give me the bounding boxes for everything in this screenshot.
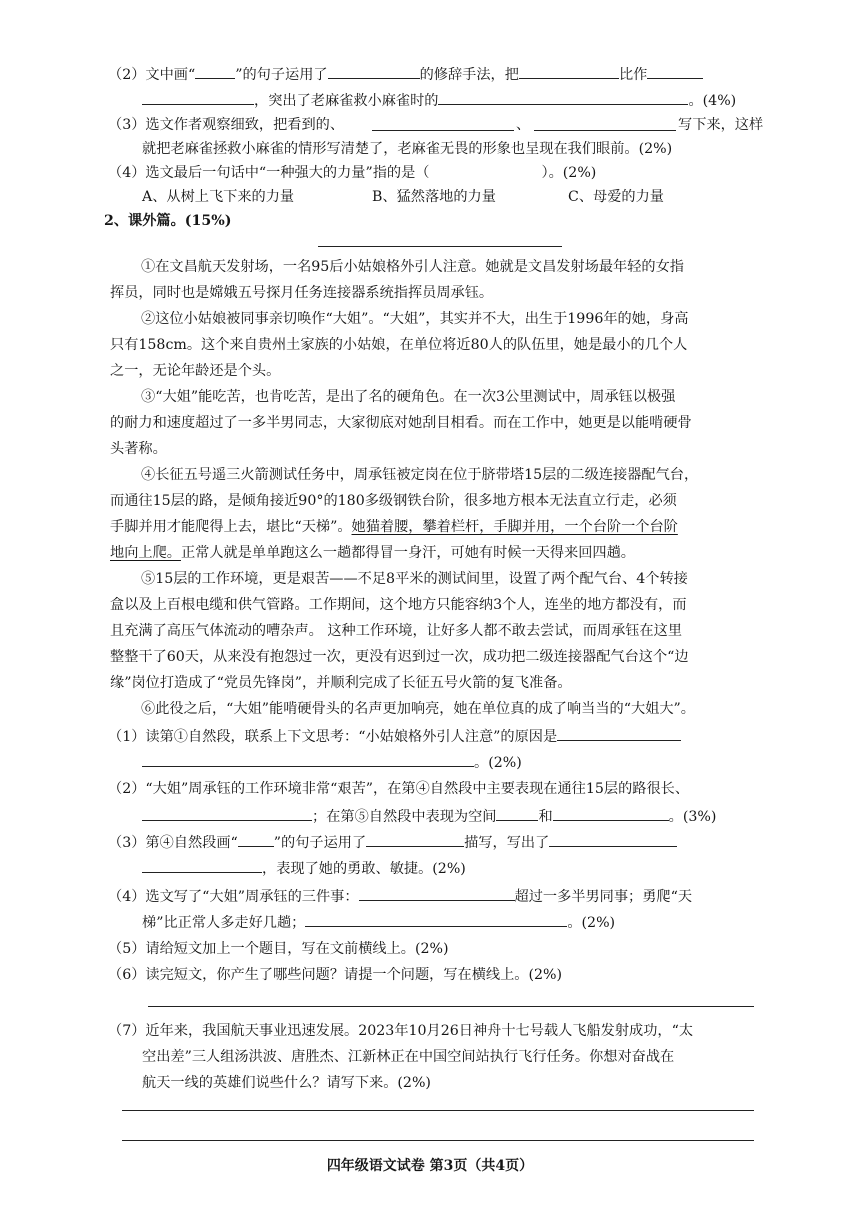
p6-line1: ⑥此役之后，“大姐”能啃硬骨头的名声更加响亮，她在单位真的成了响当当的“大姐大”。 [141, 701, 695, 717]
q2-line1: （2）“大姐”周承钰的工作环境非常“艰苦”，在第④自然段中主要表现在通往15层的路很长、 [108, 781, 690, 797]
q1-line1 [108, 726, 681, 746]
seen-blank-2[interactable] [534, 116, 676, 131]
p3-line2: 的耐力和速度超过了一多半男同志，大家彻底对她刮目相看。而在工作中，她更是以能啃硬骨 [110, 415, 692, 431]
p2-line3: 之一，无论年龄还是个头。 [110, 363, 281, 379]
p3-line3: 头著称。 [110, 441, 167, 457]
p4-line1: ④长征五号遥三火箭测试任务中，周承钰被定岗在位于脐带塔15层的二级连接器配气台， [141, 467, 699, 483]
q6-answer-line[interactable] [148, 1006, 754, 1007]
q3-upper-text-b: 、 [516, 117, 531, 133]
q2-text-b: ；在第⑤自然段中表现为空间 [312, 809, 497, 825]
q2-upper-text-e: ，突出了老麻雀救小麻雀时的 [254, 93, 439, 109]
rhetoric-blank[interactable] [328, 64, 420, 79]
q3-shows-blank-1[interactable] [549, 832, 677, 847]
underline-mark-blank[interactable] [195, 64, 235, 79]
q2-text-d: 。(3%) [668, 809, 717, 825]
q2-upper-line1 [108, 64, 703, 84]
q3-text-c: 描写，写出了 [464, 835, 550, 851]
p5-line3: 且充满了高压气体流动的嘈杂声。 这种工作环境，让好多人都不敢去尝试，而周承钰在这里 [110, 623, 683, 639]
q3-description-blank[interactable] [366, 832, 464, 847]
q4-text-c: 梯”比正常人多走好几趟； [142, 915, 306, 931]
q2-upper-text-a: （2）文中画“ [108, 67, 196, 83]
page-footer: 四年级语文试卷 第3页（共4页） [326, 1158, 534, 1174]
q7-line1: （7）近年来，我国航天事业迅速发展。2023年10月26日神舟十七号载人飞船发射成功，“太 [108, 1023, 694, 1039]
q3-line1 [108, 832, 677, 852]
q1-line2 [142, 752, 522, 772]
q3-mark-blank[interactable] [238, 832, 274, 847]
q2-space-blank-2[interactable] [553, 806, 669, 821]
p2-line2: 只有158cm。这个来自贵州土家族的小姑娘，在单位将近80人的队伍里，她是最小的几个人 [110, 337, 688, 353]
q7-line3: 航天一线的英雄们说些什么？请写下来。(2%) [142, 1075, 431, 1091]
q3-upper-line2: 就把老麻雀拯救小麻雀的情形写清楚了，老麻雀无畏的形象也呈现在我们眼前。(2%) [142, 141, 673, 157]
p5-line4: 整整干了60天，从来没有抱怨过一次，更没有迟到过一次，成功把二级连接器配气台这个“边 [110, 649, 689, 665]
p1-line1: ①在文昌航天发射场，一名95后小姑娘格外引人注意。她就是文昌发射场最年轻的女指 [141, 259, 684, 275]
q1-text-b: 。(2%) [474, 755, 522, 771]
q2-line2 [142, 806, 716, 826]
p2-line1: ②这位小姑娘被同事亲切唤作“大姐”。“大姐”，其实并不大，出生于1996年的她，身高 [141, 311, 689, 327]
q1-answer-blank-1[interactable] [557, 726, 681, 741]
q2-upper-line2 [142, 90, 736, 110]
q2-upper-text-d: 比作 [618, 67, 648, 83]
p4-line4 [110, 544, 635, 562]
q4-text-d: 。(2%) [567, 915, 616, 931]
q2-upper-text-f: 。(4%) [688, 93, 737, 109]
q4-upper-stem [108, 164, 596, 182]
option-a[interactable]: A、从树上飞下来的力量 [142, 189, 295, 205]
p5-line1: ⑤15层的工作环境，更是艰苦——不足8平米的测试间里，设置了两个配气台、4个转接 [141, 571, 688, 587]
p4-underlined-sentence-part2: 地向上爬。 [110, 545, 181, 561]
q7-line2: 空出差”三人组汤洪波、唐胜杰、江新林正在中国空间站执行飞行任务。你想对奋战在 [142, 1049, 675, 1065]
p3-line1: ③“大姐”能吃苦，也肯吃苦，是出了名的硬角色。在一次3公里测试中，周承钰以极强 [141, 389, 676, 405]
q4-text-a: （4）选文写了“大姐”周承钰的三件事： [108, 889, 359, 905]
q4-text-b: 超过一多半男同事；勇爬“天 [514, 889, 693, 905]
q1-text-a: （1）读第①自然段，联系上下文思考：“小姑娘格外引人注意”的原因是 [108, 729, 558, 745]
section2-title: 2、课外篇。(15%) [104, 213, 232, 229]
p5-line5: 缘”岗位打造成了“党员先锋岗”，并顺利完成了长征五号火箭的复飞准备。 [110, 675, 572, 691]
q2-upper-text-b: ”的句子运用了 [235, 67, 328, 83]
option-c[interactable]: C、母爱的力量 [568, 189, 664, 205]
q3-upper-line1 [108, 116, 344, 134]
q2-text-c: 和 [538, 809, 553, 825]
q7-answer-line-2[interactable] [122, 1140, 754, 1141]
p4-line3-plain: 手脚并用才能爬得上去，堪比“天梯”。 [110, 519, 352, 535]
q3-text-b: ”的句子运用了 [273, 835, 367, 851]
p1-line2: 挥员，同时也是嫦娥五号探月任务连接器系统指挥员周承钰。 [110, 285, 494, 301]
q5-line: （5）请给短文加上一个题目，写在文前横线上。(2%) [108, 941, 449, 957]
q3-text-a: （3）第④自然段画“ [108, 835, 238, 851]
q3-shows-blank-2[interactable] [142, 858, 262, 873]
compare-target-blank-2[interactable] [142, 90, 254, 105]
compare-target-blank[interactable] [647, 64, 703, 79]
seen-blank-1[interactable] [372, 116, 514, 131]
p4-line4-plain: 正常人就是单单跑这么一趟都得冒一身汗，可她有时候一天得来回四趟。 [180, 545, 635, 561]
q4-line2 [142, 912, 615, 932]
q1-answer-blank-2[interactable] [142, 752, 474, 767]
q3-upper-text-a: （3）选文作者观察细致，把看到的、 [108, 117, 345, 133]
passage-title-blank[interactable] [318, 246, 562, 247]
p4-underlined-sentence-part1: 她猫着腰，攀着栏杆，手脚并用，一个台阶一个台阶 [351, 519, 678, 535]
p5-line2: 盒以及上百根电缆和供气管路。工作期间，这个地方只能容纳3个人，连坐的地方都没有，而 [110, 597, 687, 613]
q4-upper-stem-text: （4）选文最后一句话中“一种强大的力量”指的是（ [108, 165, 430, 181]
q3-line2 [142, 858, 466, 878]
compare-source-blank[interactable] [519, 64, 619, 79]
p4-line2: 而通往15层的路，是倾角接近90°的180多级钢铁台阶，很多地方根本无法直立行走，必须 [110, 493, 677, 509]
option-b[interactable]: B、猛然落地的力量 [372, 189, 496, 205]
q4-event-blank-3[interactable] [305, 912, 567, 927]
q6-line: （6）读完短文，你产生了哪些问题？请提一个问题，写在横线上。(2%) [108, 967, 563, 983]
q2-upper-text-c: 的修辞手法，把 [419, 67, 519, 83]
q4-upper-end: ）。(2%) [541, 165, 597, 181]
q2-road-blank[interactable] [142, 806, 312, 821]
q4-event-blank-1[interactable] [359, 886, 515, 901]
q4-line1 [108, 886, 692, 906]
q3-text-d: ，表现了她的勇敢、敏捷。(2%) [262, 861, 466, 877]
feeling-blank[interactable] [438, 90, 688, 105]
q7-answer-line-1[interactable] [122, 1110, 754, 1111]
q3-upper-text-c: 写下来，这样 [678, 117, 764, 133]
q2-space-blank-1[interactable] [496, 806, 538, 821]
p4-line3 [110, 518, 678, 536]
